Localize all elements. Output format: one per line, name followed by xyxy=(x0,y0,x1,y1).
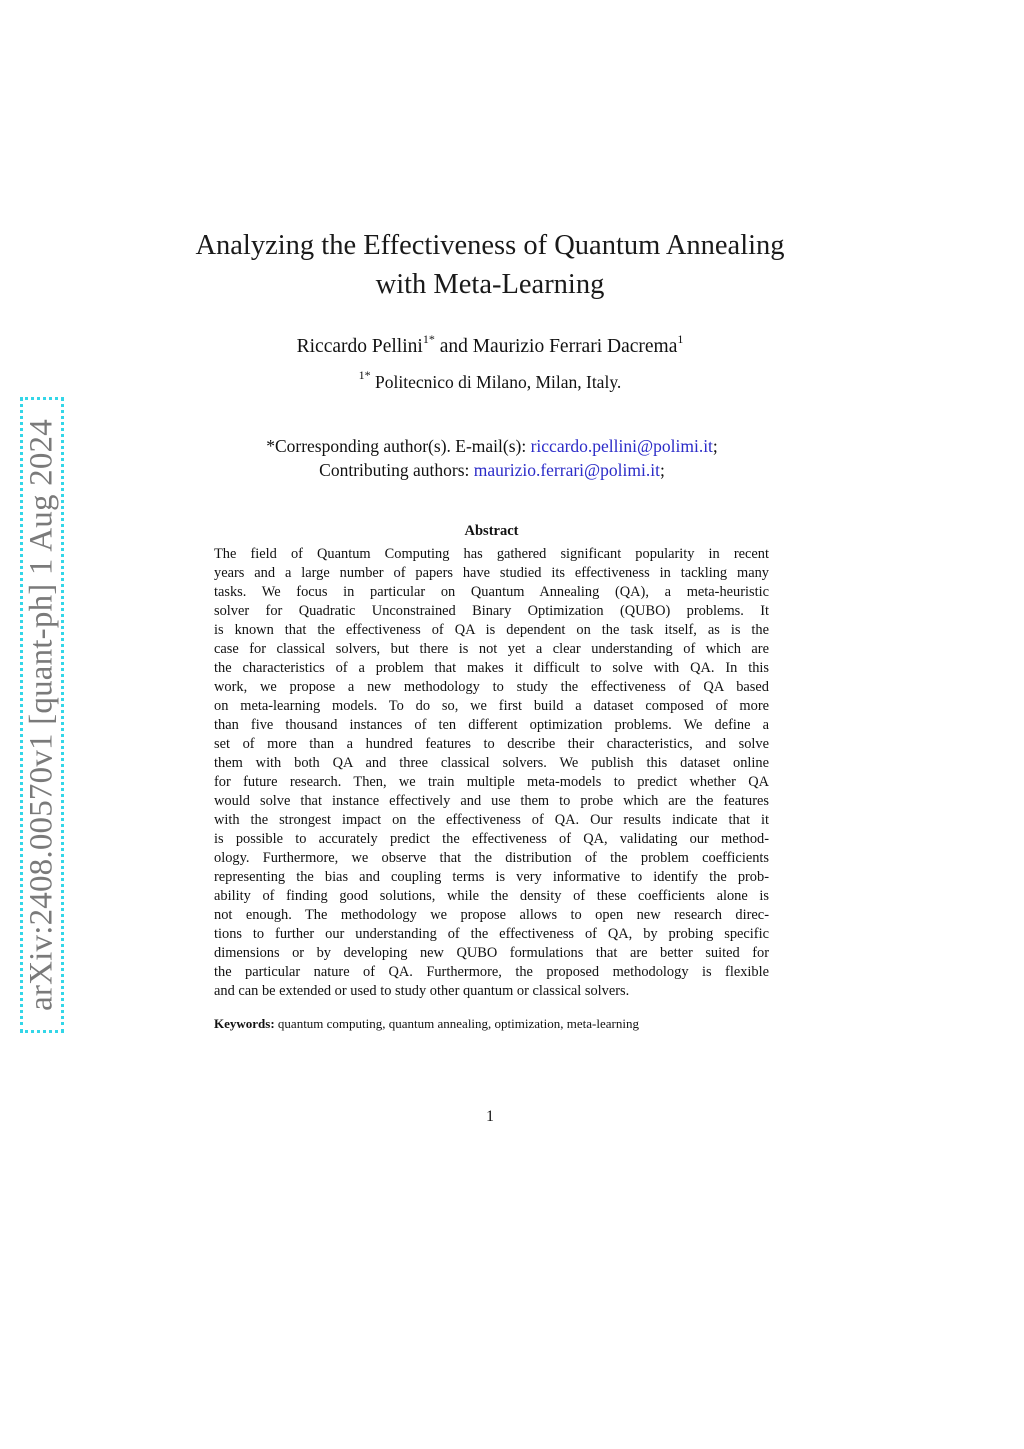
arxiv-stamp: arXiv:2408.00570v1 [quant-ph] 1 Aug 2024 xyxy=(23,419,60,1011)
contributing-email-link[interactable]: maurizio.ferrari@polimi.it xyxy=(473,460,660,480)
corresponding-label: *Corresponding author(s). E-mail(s): xyxy=(266,436,531,456)
abstract-line: dimensions or by developing new QUBO formulations that are better suited for xyxy=(214,945,769,961)
abstract-line: for future research. Then, we train multiple meta-models to predict whether QA xyxy=(214,774,769,790)
abstract-line: them with both QA and three classical solvers. We publish this dataset online xyxy=(214,755,769,771)
abstract-line: is possible to accurately predict the effectiveness of QA, validating our method- xyxy=(214,831,769,847)
abstract-line: the characteristics of a problem that makes it difficult to solve with QA. In this xyxy=(214,660,769,676)
abstract-body xyxy=(214,545,769,1001)
affiliation-text: Politecnico di Milano, Milan, Italy. xyxy=(370,372,622,392)
affiliation xyxy=(170,370,810,394)
abstract-line: not enough. The methodology we propose allows to open new research direc- xyxy=(214,907,769,923)
abstract-line: is known that the effectiveness of QA is dependent on the task itself, as is the xyxy=(214,622,769,638)
title-line-1: Analyzing the Effectiveness of Quantum Annealing xyxy=(195,230,785,261)
abstract-line: the particular nature of QA. Furthermore, the proposed methodology is flexible xyxy=(214,964,769,980)
abstract-line: case for classical solvers, but there is not yet a clear understanding of which are xyxy=(214,641,769,657)
contact-block xyxy=(150,434,834,482)
abstract-line: with the strongest impact on the effectiveness of QA. Our results indicate that it xyxy=(214,812,769,828)
affiliation-mark: 1* xyxy=(358,368,371,382)
contributing-label: Contributing authors: xyxy=(319,460,474,480)
paper-title xyxy=(170,226,810,304)
abstract-line: solver for Quadratic Unconstrained Binary Optimization (QUBO) problems. It xyxy=(214,603,769,619)
author-name: Riccardo Pellini xyxy=(296,336,423,357)
abstract-heading: Abstract xyxy=(464,523,519,539)
abstract-line: tasks. We focus in particular on Quantum Annealing (QA), a meta-heuristic xyxy=(214,584,769,600)
abstract-line: tions to further our understanding of the effectiveness of QA, by probing specific xyxy=(214,926,769,942)
corresponding-email-link[interactable]: riccardo.pellini@polimi.it xyxy=(530,436,713,456)
author-list xyxy=(170,334,810,360)
abstract-line: on meta-learning models. To do so, we first build a dataset composed of more xyxy=(214,698,769,714)
abstract-line: and can be extended or used to study other quantum or classical solvers. xyxy=(214,983,630,999)
abstract-line: The field of Quantum Computing has gathered significant popularity in recent xyxy=(214,546,769,562)
title-line-2: with Meta-Learning xyxy=(375,269,605,300)
abstract-line: set of more than a hundred features to describe their characteristics, and solve xyxy=(214,736,769,752)
contributing-authors-row xyxy=(150,458,834,482)
abstract-line: than five thousand instances of ten different optimization problems. We define a xyxy=(214,717,769,733)
author-affiliation-mark: 1 xyxy=(677,332,684,346)
author-conjunction: and xyxy=(434,336,473,357)
corresponding-author-row xyxy=(150,434,834,458)
author-affiliation-mark: 1* xyxy=(422,332,435,346)
keywords-text: quantum computing, quantum annealing, optimization, meta-learning xyxy=(274,1016,639,1031)
separator: ; xyxy=(659,460,665,480)
abstract-line: work, we propose a new methodology to study the effectiveness of QA based xyxy=(214,679,769,695)
author-name: Maurizio Ferrari Dacrema xyxy=(472,336,678,357)
page-number: 1 xyxy=(486,1108,494,1125)
abstract-line: would solve that instance effectively and use them to probe which are the features xyxy=(214,793,769,809)
abstract-line: ology. Furthermore, we observe that the distribution of the problem coefficients xyxy=(214,850,769,866)
abstract-line: representing the bias and coupling terms is very informative to identify the prob- xyxy=(214,869,769,885)
separator: ; xyxy=(712,436,718,456)
keywords xyxy=(214,1015,774,1033)
abstract-line: years and a large number of papers have studied its effectiveness in tackling many xyxy=(214,565,769,581)
keywords-label: Keywords: xyxy=(214,1016,275,1031)
abstract-line: ability of finding good solutions, while the density of these coefficients alone is xyxy=(214,888,769,904)
